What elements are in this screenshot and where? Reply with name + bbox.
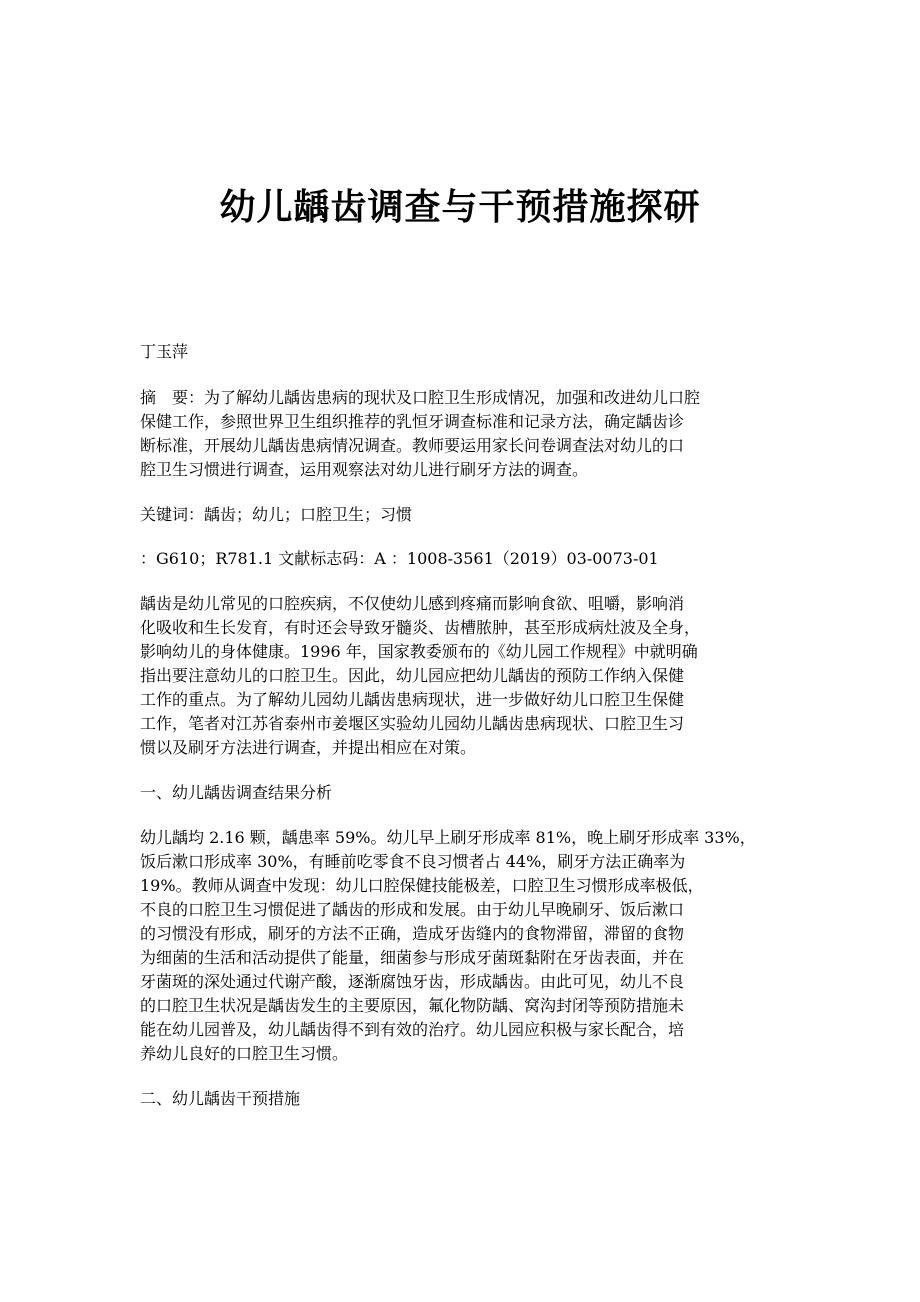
- author-name: 丁玉萍: [140, 342, 189, 361]
- keywords-line: 关键词：龋齿；幼儿；口腔卫生；习惯: [140, 505, 413, 524]
- section-heading-2: 二、幼儿龋齿干预措施: [140, 1089, 301, 1108]
- intro-paragraph: 龋齿是幼儿常见的口腔疾病，不仅使幼儿感到疼痛而影响食欲、咀嚼，影响消 化吸收和生长发育，有时还会导致牙髓炎、齿槽脓肿，甚至形成病灶波及全身， 影响幼儿的身体健康。1996 年，国家教委颁布的《幼儿园工作规程》中就明确 指出要注意幼儿的口腔卫生。因此，幼儿园应把幼儿龋齿的预防工作纳入保健 工作的重点。为了解幼儿园幼儿龋齿患病现状，进一步做好幼儿口腔卫生保健 工作，笔者对江苏省泰州市姜堰区实验幼儿园幼儿龋齿患病现状、口腔卫生习 惯以及刷牙方法进行调查，并提出相应在对策。: [140, 594, 701, 757]
- abstract-paragraph: 摘 要：为了解幼儿龋齿患病的现状及口腔卫生形成情况，加强和改进幼儿口腔 保健工作，参照世界卫生组织推荐的乳恒牙调查标准和记录方法，确定龋齿诊 断标准，开展幼儿龋齿患病情况调查。教师要运用家长问卷调查法对幼儿的口 腔卫生习惯进行调查，运用观察法对幼儿进行刷牙方法的调查。: [140, 388, 701, 479]
- section-heading-1: 一、幼儿龋齿调查结果分析: [140, 783, 333, 802]
- document-title: 幼儿龋齿调查与干预措施探研: [219, 186, 701, 228]
- section-1-paragraph: 幼儿龋均 2.16 颗，龋患率 59%。幼儿早上刷牙形成率 81%，晚上刷牙形成率 33%， 饭后漱口形成率 30%，有睡前吃零食不良习惯者占 44%，刷牙方法正确率为 19%。教师从调查中发现：幼儿口腔保健技能极差，口腔卫生习惯形成率极低， 不良的口腔卫生习惯促进了龋齿的形成和发展。由于幼儿早晚刷牙、饭后漱口 的习惯没有形成，刷牙的方法不正确，造成牙齿缝内的食物滞留，滞留的食物 为细菌的生活和活动提供了能量，细菌参与形成牙菌斑黏附在牙齿表面，并在 牙菌斑的深处通过代谢产酸，逐渐腐蚀牙齿，形成龋齿。由此可见，幼儿不良 的口腔卫生状况是龋齿发生的主要原因，氟化物防龋、窝沟封闭等预防措施未 能在幼儿园普及，幼儿龋齿得不到有效的治疗。幼儿园应积极与家长配合，培 养幼儿良好的口腔卫生习惯。: [140, 828, 756, 1063]
- classification-line: ：G610；R781.1 文献标志码：A ：1008-3561（2019）03-0073-01: [140, 549, 659, 568]
- document-body: [140, 340, 800, 1131]
